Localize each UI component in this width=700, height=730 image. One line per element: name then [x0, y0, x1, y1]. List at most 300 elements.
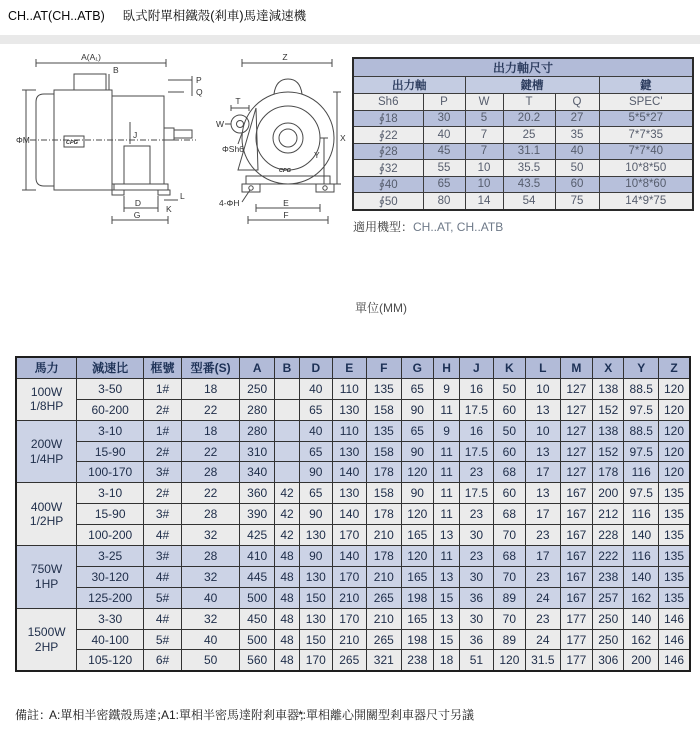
spec-table-cell: 165 — [401, 608, 433, 629]
shaft-table-row — [353, 110, 693, 127]
spec-table-cell: 24 — [526, 587, 561, 608]
spec-table-cell: 68 — [493, 462, 525, 483]
spec-table-cell: 280 — [240, 399, 275, 420]
spec-table-cell: 23 — [526, 608, 561, 629]
spec-table-cell: 42 — [274, 504, 299, 525]
col-w: W — [465, 94, 503, 111]
spec-table-cell: 70 — [493, 608, 525, 629]
spec-table-cell: 16 — [460, 378, 493, 399]
shaft-table-title: 出力軸尺寸 — [353, 58, 693, 77]
shaft-table-cell: 10*8*50 — [599, 160, 693, 177]
spec-table-cell: 210 — [367, 525, 402, 546]
spec-table-cell: 135 — [658, 587, 690, 608]
spec-table-cell: 22 — [181, 399, 240, 420]
dim-label-f: F — [283, 210, 289, 220]
spec-table-cell: 48 — [274, 629, 299, 650]
spec-table-cell: 500 — [240, 587, 275, 608]
col-Y: Y — [624, 357, 659, 378]
spec-table-cell: 97.5 — [624, 399, 659, 420]
col-H: H — [434, 357, 460, 378]
shaft-table-group-row — [353, 77, 693, 94]
spec-table-cell: 177 — [560, 629, 592, 650]
col-X: X — [593, 357, 624, 378]
power-cell: 100W 1/8HP — [16, 378, 77, 420]
spec-table-row — [16, 504, 690, 525]
spec-table-cell: 40 — [300, 420, 332, 441]
spec-table-cell: 120 — [401, 546, 433, 567]
spec-table-cell: 65 — [300, 441, 332, 462]
spec-table-cell: 198 — [401, 629, 433, 650]
spec-table-cell: 425 — [240, 525, 275, 546]
spec-table-cell: 3-50 — [77, 378, 144, 399]
spec-table-cell: 88.5 — [624, 420, 659, 441]
spec-table-cell: 30 — [460, 608, 493, 629]
spec-table-cell: 5# — [144, 587, 182, 608]
spec-table-cell: 222 — [593, 546, 624, 567]
spec-table-cell: 1# — [144, 378, 182, 399]
dim-label-e: E — [283, 198, 289, 208]
col-B: B — [274, 357, 299, 378]
spec-table-cell: 13 — [434, 525, 460, 546]
spec-table-cell: 22 — [181, 483, 240, 504]
spec-table-cell: 90 — [300, 504, 332, 525]
spec-table-cell: 250 — [593, 629, 624, 650]
shaft-table-cell: 45 — [423, 143, 465, 160]
dim-label-x: X — [340, 133, 346, 143]
spec-table-cell: 310 — [240, 441, 275, 462]
spec-table-cell: 11 — [434, 483, 460, 504]
spec-table-cell: 65 — [401, 420, 433, 441]
dim-label-a: A(A₁) — [81, 52, 101, 62]
spec-table-cell: 30 — [460, 566, 493, 587]
spec-table-cell: 120 — [658, 441, 690, 462]
col-t: T — [503, 94, 555, 111]
col-M: M — [560, 357, 592, 378]
spec-table-cell: 60 — [493, 441, 525, 462]
spec-table-cell: 140 — [332, 462, 367, 483]
spec-table-cell: 23 — [460, 504, 493, 525]
footnote-item-a1: A1:單相半密馬達附剎車器； — [161, 708, 312, 722]
shaft-table-row — [353, 143, 693, 160]
spec-table-cell: 2# — [144, 483, 182, 504]
shaft-table-cell: ∮40 — [353, 176, 423, 193]
spec-table-cell: 146 — [658, 650, 690, 671]
spec-table-cell: 130 — [332, 399, 367, 420]
spec-table-cell: 3# — [144, 462, 182, 483]
spec-table-cell: 51 — [460, 650, 493, 671]
dim-label-j: J — [133, 130, 138, 140]
spec-table-cell: 42 — [274, 483, 299, 504]
dim-label-b: B — [113, 65, 119, 75]
spec-table-cell: 165 — [401, 566, 433, 587]
spec-table-cell: 3-30 — [77, 608, 144, 629]
spec-table-cell: 17 — [526, 462, 561, 483]
spec-table-cell: 40-100 — [77, 629, 144, 650]
applicable-models-line — [353, 218, 503, 235]
group-output-shaft: 出力軸 — [353, 77, 465, 94]
col-J: J — [460, 357, 493, 378]
spec-table-cell: 140 — [332, 546, 367, 567]
spec-table-cell: 13 — [526, 441, 561, 462]
spec-table-cell: 140 — [624, 566, 659, 587]
spec-table-cell: 127 — [560, 378, 592, 399]
spec-table-cell: 152 — [593, 441, 624, 462]
spec-table-cell: 3# — [144, 504, 182, 525]
spec-table-cell: 110 — [332, 420, 367, 441]
shaft-table-cell: 14 — [465, 193, 503, 210]
power-cell: 750W 1HP — [16, 546, 77, 609]
spec-table-cell: 210 — [332, 587, 367, 608]
spec-table-cell: 250 — [240, 378, 275, 399]
spec-table-cell: 170 — [300, 650, 332, 671]
dim-label-q: Q — [196, 87, 203, 97]
spec-table-cell: 23 — [526, 525, 561, 546]
spec-table-cell: 177 — [560, 608, 592, 629]
spec-table-cell: 116 — [624, 462, 659, 483]
shaft-table-cell: 65 — [423, 176, 465, 193]
spec-table-cell: 170 — [332, 608, 367, 629]
spec-table-cell: 150 — [300, 587, 332, 608]
spec-table-cell: 135 — [367, 378, 402, 399]
col-spec: SPEC' — [599, 94, 693, 111]
spec-table-row — [16, 399, 690, 420]
power-cell: 200W 1/4HP — [16, 420, 77, 483]
spec-table-cell: 48 — [274, 608, 299, 629]
motor-dimension-diagram — [16, 50, 348, 248]
dim-label-z: Z — [282, 52, 288, 62]
dim-label-4phih: 4-ΦH — [219, 198, 240, 208]
spec-table-row — [16, 650, 690, 671]
shaft-table-row — [353, 176, 693, 193]
spec-table-cell: 3-25 — [77, 546, 144, 567]
spec-table-cell: 125-200 — [77, 587, 144, 608]
shaft-table-cell: 80 — [423, 193, 465, 210]
spec-table-cell: 18 — [434, 650, 460, 671]
spec-table-cell: 17 — [526, 546, 561, 567]
col-E: E — [332, 357, 367, 378]
shaft-table-cell: 10 — [465, 176, 503, 193]
spec-table-cell: 17 — [526, 504, 561, 525]
spec-table-cell: 18 — [181, 420, 240, 441]
spec-table-cell: 68 — [493, 504, 525, 525]
spec-table-cell: 60 — [493, 399, 525, 420]
spec-table-cell: 265 — [332, 650, 367, 671]
spec-table-cell: 135 — [658, 546, 690, 567]
spec-table-cell: 560 — [240, 650, 275, 671]
spec-table-cell: 167 — [560, 504, 592, 525]
spec-table-cell: 40 — [181, 629, 240, 650]
spec-table-cell: 13 — [526, 483, 561, 504]
spec-table-cell: 158 — [367, 483, 402, 504]
unit-note: 單位(MM) — [355, 301, 407, 315]
col-A: A — [240, 357, 275, 378]
spec-table-cell — [274, 441, 299, 462]
spec-table-cell: 165 — [401, 525, 433, 546]
spec-table-cell: 250 — [593, 608, 624, 629]
spec-table-cell: 48 — [274, 650, 299, 671]
spec-table-cell: 167 — [560, 525, 592, 546]
spec-table-cell: 97.5 — [624, 483, 659, 504]
spec-table-cell: 150 — [300, 629, 332, 650]
spec-table-cell: 212 — [593, 504, 624, 525]
spec-table-cell: 11 — [434, 399, 460, 420]
spec-table-row — [16, 441, 690, 462]
shaft-table-cell: 35.5 — [503, 160, 555, 177]
spec-table-cell: 90 — [300, 546, 332, 567]
spec-table-cell: 135 — [658, 525, 690, 546]
spec-table-cell: 178 — [367, 504, 402, 525]
spec-table-cell: 10 — [526, 378, 561, 399]
spec-table-cell: 15 — [434, 629, 460, 650]
spec-table-cell: 140 — [624, 525, 659, 546]
spec-table-cell: 135 — [658, 566, 690, 587]
spec-table-cell: 321 — [367, 650, 402, 671]
power-cell: 400W 1/2HP — [16, 483, 77, 546]
spec-table-cell: 2# — [144, 399, 182, 420]
spec-table-cell: 130 — [332, 441, 367, 462]
spec-table-cell — [274, 420, 299, 441]
dim-label-p: P — [196, 75, 202, 85]
spec-table-cell: 50 — [493, 378, 525, 399]
spec-table-cell: 89 — [493, 629, 525, 650]
spec-table-cell: 4# — [144, 566, 182, 587]
shaft-table-cell: ∮22 — [353, 127, 423, 144]
dim-label-l: L — [180, 191, 185, 201]
spec-table-cell: 228 — [593, 525, 624, 546]
power-cell: 1500W 2HP — [16, 608, 77, 671]
output-shaft-table-wrap — [352, 57, 694, 211]
shaft-table-cell: 31.1 — [503, 143, 555, 160]
dim-label-y: Y — [314, 150, 320, 160]
spec-table-row — [16, 546, 690, 567]
spec-table-cell: 135 — [658, 483, 690, 504]
shaft-table-cell: 10 — [465, 160, 503, 177]
spec-table-cell: 167 — [560, 546, 592, 567]
shaft-table-cell: 35 — [555, 127, 599, 144]
spec-table-row — [16, 566, 690, 587]
spec-table-cell: 127 — [560, 441, 592, 462]
shaft-table-cell: ∮18 — [353, 110, 423, 127]
group-key: 鍵 — [599, 77, 693, 94]
spec-table-cell — [274, 378, 299, 399]
spec-table-cell: 135 — [658, 504, 690, 525]
spec-table-cell: 90 — [401, 399, 433, 420]
spec-table-cell: 23 — [460, 546, 493, 567]
spec-table-cell: 11 — [434, 546, 460, 567]
spec-table-cell: 97.5 — [624, 441, 659, 462]
spec-table-cell — [274, 462, 299, 483]
page-title — [8, 6, 306, 24]
spec-table-cell: 88.5 — [624, 378, 659, 399]
spec-table-cell: 23 — [460, 462, 493, 483]
spec-table-cell: 178 — [367, 546, 402, 567]
col-ratio: 減速比 — [77, 357, 144, 378]
spec-table-cell: 11 — [434, 462, 460, 483]
spec-table-cell: 16 — [460, 420, 493, 441]
shaft-table-cell: ∮50 — [353, 193, 423, 210]
shaft-table-cell: 50 — [555, 160, 599, 177]
spec-table — [15, 356, 691, 672]
shaft-table-cell: 40 — [423, 127, 465, 144]
divider-band — [0, 35, 700, 44]
shaft-table-body — [353, 110, 693, 210]
spec-table-cell: 390 — [240, 504, 275, 525]
spec-table-cell: 116 — [624, 546, 659, 567]
footnote-item-a: A:單相半密鐵殼馬達； — [49, 708, 169, 722]
spec-table-cell: 28 — [181, 546, 240, 567]
spec-table-cell: 48 — [274, 566, 299, 587]
spec-table-cell: 28 — [181, 462, 240, 483]
spec-table-cell: 116 — [624, 504, 659, 525]
spec-table-cell: 15 — [434, 587, 460, 608]
spec-table-cell: 2# — [144, 441, 182, 462]
spec-table-cell: 28 — [181, 504, 240, 525]
spec-table-cell: 120 — [658, 462, 690, 483]
spec-table-cell: 167 — [560, 587, 592, 608]
spec-table-cell: 13 — [434, 566, 460, 587]
shaft-table-cell: 30 — [423, 110, 465, 127]
spec-table-cell: 15-90 — [77, 504, 144, 525]
spec-table-cell: 100-170 — [77, 462, 144, 483]
spec-table-cell: 120 — [658, 399, 690, 420]
spec-table-cell: 450 — [240, 608, 275, 629]
spec-table-cell: 265 — [367, 629, 402, 650]
dim-label-g: G — [133, 210, 141, 220]
spec-table-cell: 162 — [624, 629, 659, 650]
spec-table-cell: 11 — [434, 504, 460, 525]
spec-table-cell: 22 — [181, 441, 240, 462]
spec-table-cell: 210 — [367, 566, 402, 587]
spec-table-cell: 13 — [526, 399, 561, 420]
spec-table-cell: 238 — [401, 650, 433, 671]
spec-table-cell: 158 — [367, 399, 402, 420]
col-frame: 框號 — [144, 357, 182, 378]
shaft-table-cell: 60 — [555, 176, 599, 193]
spec-table-row — [16, 420, 690, 441]
spec-table-row — [16, 378, 690, 399]
shaft-table-cell: 43.5 — [503, 176, 555, 193]
spec-table-cell: 30 — [460, 525, 493, 546]
spec-table-wrap — [15, 356, 691, 672]
spec-table-cell: 200 — [624, 650, 659, 671]
spec-table-cell: 410 — [240, 546, 275, 567]
spec-table-cell: 130 — [332, 483, 367, 504]
spec-table-cell: 17.5 — [460, 483, 493, 504]
col-D: D — [300, 357, 332, 378]
spec-table-cell: 146 — [658, 608, 690, 629]
spec-table-cell: 1# — [144, 420, 182, 441]
spec-table-cell: 140 — [624, 608, 659, 629]
model-description: 臥式附單相鐵殼(剎車)馬達減速機 — [122, 9, 307, 23]
spec-table-cell: 9 — [434, 420, 460, 441]
col-F: F — [367, 357, 402, 378]
col-p: P — [423, 94, 465, 111]
spec-table-cell: 138 — [593, 420, 624, 441]
spec-table-cell: 23 — [526, 566, 561, 587]
technical-drawing — [16, 50, 348, 248]
spec-table-cell: 3# — [144, 546, 182, 567]
output-shaft-table — [352, 57, 694, 211]
cpg-logo: CPG — [66, 140, 78, 146]
spec-table-cell: 167 — [560, 566, 592, 587]
shaft-table-row — [353, 160, 693, 177]
spec-table-cell: 70 — [493, 566, 525, 587]
spec-table-cell: 178 — [367, 462, 402, 483]
spec-table-cell: 265 — [367, 587, 402, 608]
footnote-item-star: *:單相離心開關型剎車器尺寸另議 — [298, 708, 475, 722]
shaft-table-cell: 40 — [555, 143, 599, 160]
spec-table-cell: 200 — [593, 483, 624, 504]
spec-table-cell: 40 — [181, 587, 240, 608]
spec-table-row — [16, 587, 690, 608]
dim-label-t: T — [235, 96, 241, 106]
spec-table-cell: 445 — [240, 566, 275, 587]
spec-table-cell: 3-10 — [77, 483, 144, 504]
shaft-table-cell: 75 — [555, 193, 599, 210]
spec-table-cell: 90 — [401, 483, 433, 504]
shaft-table-row — [353, 193, 693, 210]
spec-table-cell: 127 — [560, 462, 592, 483]
spec-table-row — [16, 462, 690, 483]
spec-table-cell: 17.5 — [460, 399, 493, 420]
spec-table-cell: 340 — [240, 462, 275, 483]
shaft-table-cell: 7*7*35 — [599, 127, 693, 144]
spec-table-row — [16, 525, 690, 546]
spec-table-cell: 24 — [526, 629, 561, 650]
spec-table-cell: 110 — [332, 378, 367, 399]
spec-table-cell: 158 — [367, 441, 402, 462]
spec-table-cell: 48 — [274, 546, 299, 567]
spec-table-cell: 9 — [434, 378, 460, 399]
spec-table-cell: 11 — [434, 441, 460, 462]
spec-table-cell: 42 — [274, 525, 299, 546]
spec-table-cell: 120 — [401, 462, 433, 483]
shaft-table-cell: 10*8*60 — [599, 176, 693, 193]
spec-table-cell: 50 — [493, 420, 525, 441]
dim-label-k: K — [166, 204, 172, 214]
spec-table-cell: 170 — [332, 566, 367, 587]
spec-table-row — [16, 608, 690, 629]
spec-table-cell: 65 — [300, 483, 332, 504]
shaft-table-title-row — [353, 58, 693, 77]
spec-table-cell: 3-10 — [77, 420, 144, 441]
spec-table-cell: 162 — [624, 587, 659, 608]
spec-table-cell: 31.5 — [526, 650, 561, 671]
shaft-table-cell: ∮28 — [353, 143, 423, 160]
spec-table-cell: 32 — [181, 566, 240, 587]
spec-table-cell: 360 — [240, 483, 275, 504]
spec-table-cell: 130 — [300, 608, 332, 629]
col-K: K — [493, 357, 525, 378]
spec-table-cell: 4# — [144, 608, 182, 629]
shaft-table-column-row — [353, 94, 693, 111]
spec-table-cell: 15-90 — [77, 441, 144, 462]
spec-table-cell: 198 — [401, 587, 433, 608]
spec-table-cell: 65 — [300, 399, 332, 420]
spec-table-cell: 90 — [300, 462, 332, 483]
spec-table-cell: 105-120 — [77, 650, 144, 671]
spec-table-cell: 127 — [560, 420, 592, 441]
spec-table-cell: 90 — [401, 441, 433, 462]
shaft-table-cell: 7 — [465, 143, 503, 160]
spec-table-cell: 32 — [181, 525, 240, 546]
spec-table-cell: 5# — [144, 629, 182, 650]
spec-table-cell: 120 — [658, 420, 690, 441]
spec-table-cell: 4# — [144, 525, 182, 546]
spec-table-cell: 6# — [144, 650, 182, 671]
spec-table-cell: 89 — [493, 587, 525, 608]
shaft-table-cell: 14*9*75 — [599, 193, 693, 210]
